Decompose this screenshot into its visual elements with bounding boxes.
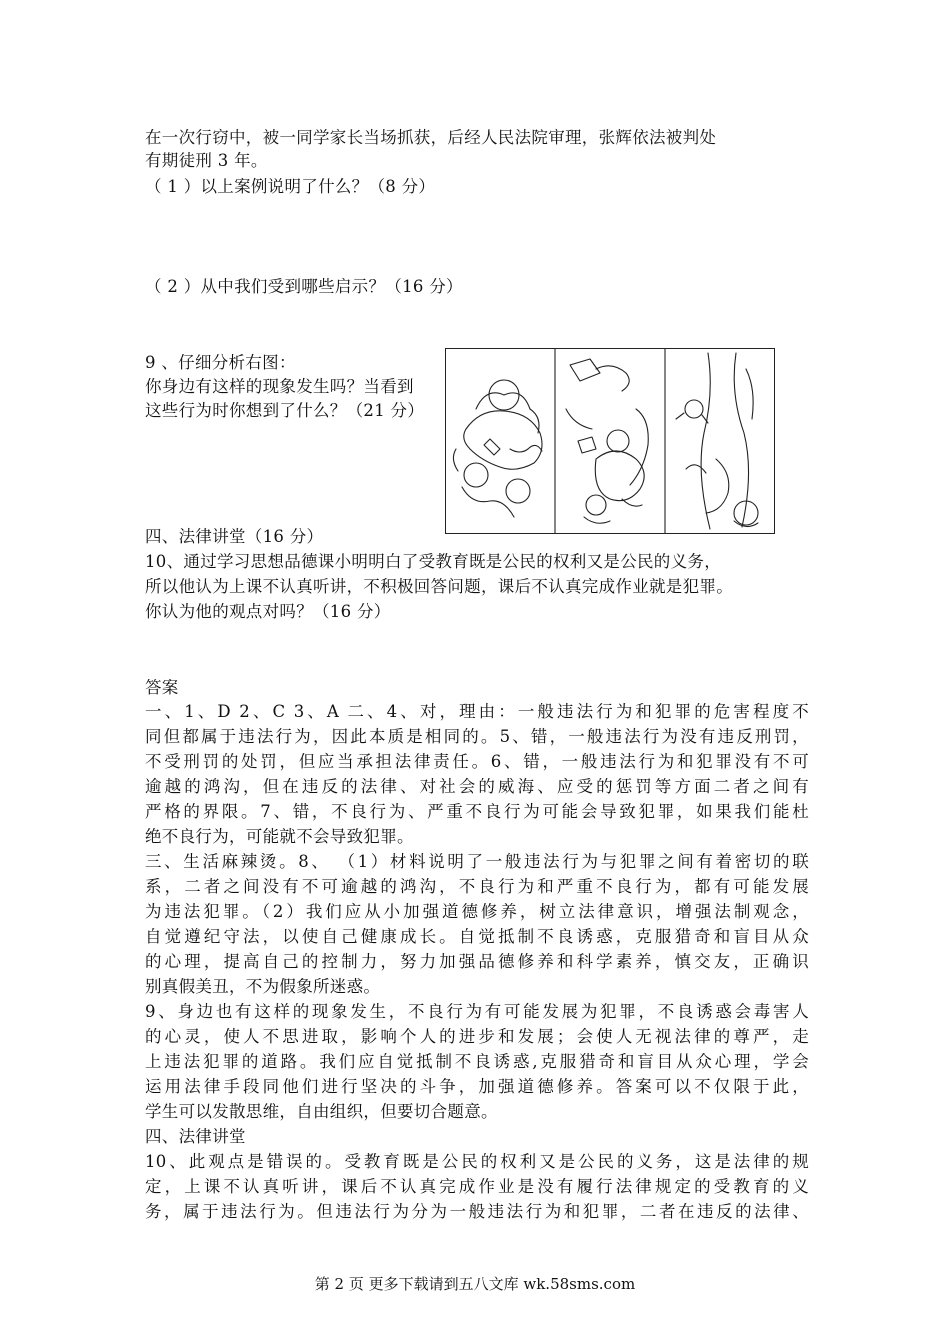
answer-line: 上违法犯罪的道路。我们应自觉抵制不良诱惑,克服猎奇和盲目从众心理，学会 bbox=[145, 1052, 809, 1071]
question-10-line-2: 所以他认为上课不认真听讲，不积极回答问题，课后不认真完成作业就是犯罪。 bbox=[145, 577, 733, 596]
answer-line: 绝不良行为，可能就不会导致犯罪。 bbox=[145, 827, 414, 846]
question-8-1: （ 1 ）以上案例说明了什么？（8 分） bbox=[145, 177, 436, 196]
answer-line: 同但都属于违法行为，因此本质是相同的。5、错，一般违法行为没有违反刑罚， bbox=[145, 727, 809, 746]
answer-line: 三、生活麻辣烫。8、 （1）材料说明了一般违法行为与犯罪之间有着密切的联 bbox=[145, 852, 809, 871]
answer-line: 为违法犯罪。（2）我们应从小加强道德修养，树立法律意识，增强法制观念， bbox=[145, 902, 809, 921]
answer-line: 系，二者之间没有不可逾越的鸿沟，不良行为和严重不良行为，都有可能发展 bbox=[145, 877, 809, 896]
case-text-line-1: 在一次行窃中，被一同学家长当场抓获，后经人民法院审理，张辉依法被判处 bbox=[145, 128, 717, 147]
answer-line: 自觉遵纪守法，以使自己健康成长。自觉抵制不良诱惑，克服猎奇和盲目从众 bbox=[145, 927, 809, 946]
answer-line: 的心理，提高自己的控制力，努力加强品德修养和科学素养，慎交友，正确识 bbox=[145, 952, 809, 971]
answer-line: 运用法律手段同他们进行坚决的斗争，加强道德修养。答案可以不仅限于此， bbox=[145, 1077, 809, 1096]
answer-line: 务，属于违法行为。但违法行为分为一般违法行为和犯罪，二者在违反的法律、 bbox=[145, 1202, 809, 1221]
question-10-line-3: 你认为他的观点对吗？（16 分） bbox=[145, 602, 391, 621]
question-9-title: 9 、仔细分析右图： bbox=[145, 353, 296, 372]
question-9-line-3: 这些行为时你想到了什么？（21 分） bbox=[145, 401, 425, 420]
question-8-2: （ 2 ）从中我们受到哪些启示？（16 分） bbox=[145, 277, 463, 296]
answer-line: 不受刑罚的处罚，但应当承担法律责任。6、错，一般违法行为和犯罪没有不可 bbox=[145, 752, 809, 771]
cartoon-panels-icon bbox=[446, 349, 774, 533]
question-9-line-2: 你身边有这样的现象发生吗？当看到 bbox=[145, 377, 414, 396]
answer-line: 的心灵，使人不思进取，影响个人的进步和发展；会使人无视法律的尊严，走 bbox=[145, 1027, 809, 1046]
answer-line: 别真假美丑，不为假象所迷惑。 bbox=[145, 977, 381, 996]
answer-line: 学生可以发散思维，自由组织，但要切合题意。 bbox=[145, 1102, 498, 1121]
section-4-title: 四、法律讲堂（16 分） bbox=[145, 527, 324, 546]
cartoon-figure bbox=[445, 348, 775, 534]
answer-section-4-title: 四、法律讲堂 bbox=[145, 1127, 246, 1146]
page-footer: 第 2 页 更多下载请到五八文库 wk.58sms.com bbox=[314, 1275, 636, 1293]
question-10-line-1: 10、通过学习思想品德课小明明白了受教育既是公民的权利又是公民的义务， bbox=[145, 552, 721, 571]
answer-line: 10、此观点是错误的。受教育既是公民的权利又是公民的义务，这是法律的规 bbox=[145, 1152, 809, 1171]
answer-line: 一、1、D 2、C 3、A 二、4、对，理由：一般违法行为和犯罪的危害程度不 bbox=[145, 702, 809, 721]
case-text-line-2: 有期徒刑 3 年。 bbox=[145, 151, 268, 170]
answer-line: 严格的界限。7、错，不良行为、严重不良行为可能会导致犯罪，如果我们能杜 bbox=[145, 802, 809, 821]
answer-line: 逾越的鸿沟，但在违反的法律、对社会的威海、应受的惩罚等方面二者之间有 bbox=[145, 777, 809, 796]
answer-line: 定，上课不认真听讲，课后不认真完成作业是没有履行法律规定的受教育的义 bbox=[145, 1177, 809, 1196]
answer-line: 9、身边也有这样的现象发生，不良行为有可能发展为犯罪，不良诱惑会毒害人 bbox=[145, 1002, 809, 1021]
answer-title: 答案 bbox=[145, 678, 179, 697]
